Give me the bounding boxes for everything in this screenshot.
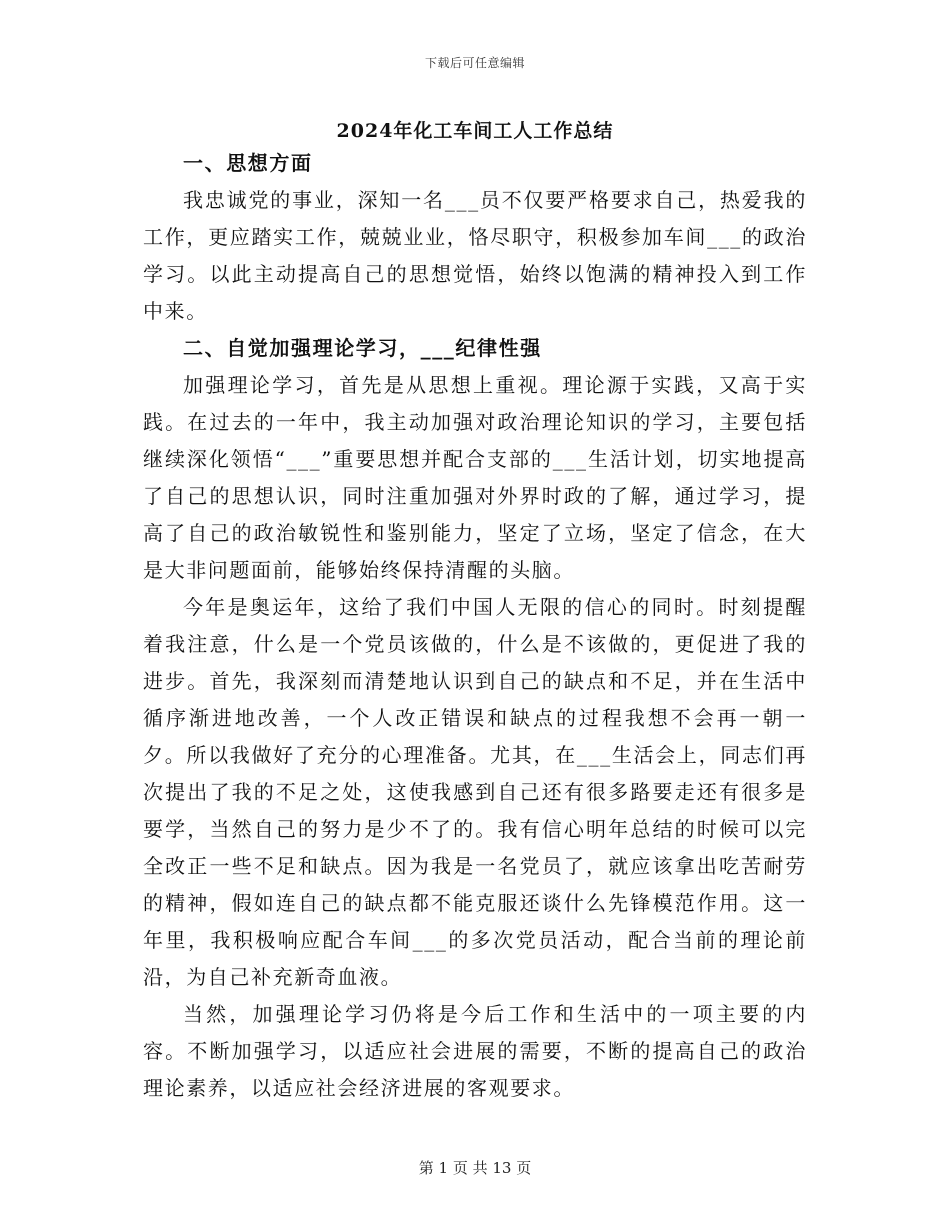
header-note: 下载后可任意编辑 [424, 56, 525, 70]
document-title: 2024年化工车间工人工作总结 [336, 120, 614, 142]
section-thought [143, 145, 807, 330]
paragraph: 当然，加强理论学习仍将是今后工作和生活中的一项主要的内容。不断加强学习，以适应社会进展的需要，不断的提高自己的政治理论素养，以适应社会经济进展的客观要求。 [143, 1002, 807, 1100]
page-number: 第 1 页 共 13 页 [418, 1159, 532, 1177]
section-heading: 二、自觉加强理论学习，___纪律性强 [183, 336, 542, 360]
section-theory-study [143, 330, 807, 1107]
paragraph: 今年是奥运年，这给了我们中国人无限的信心的同时。时刻提醒着我注意，什么是一个党员该做的，什么是不该做的，更促进了我的进步。首先，我深刻而清楚地认识到自己的缺点和不足，并在生活中循序渐进地改善，一个人改正错误和缺点的过程我想不会再一朝一夕。所以我做好了充分的心理准备。尤其，在___生活会上，同志们再次提出了我的不足之处，这使我感到自己还有很多路要走还有很多是要学，当然自己的努力是少不了的。我有信心明年总结的时候可以完全改正一些不足和缺点。因为我是一名党员了，就应该拿出吃苦耐劳的精神，假如连自己的缺点都不能克服还谈什么先锋模范作用。这一年里，我积极响应配合车间___的多次党员活动，配合当前的理论前沿，为自己补充新奇血液。 [143, 595, 807, 989]
paragraph: 我忠诚党的事业，深知一名___员不仅要严格要求自己，热爱我的工作，更应踏实工作，兢兢业业，恪尽职守，积极参加车间___的政治学习。以此主动提高自己的思想觉悟，始终以饱满的精神投入到工作中来。 [143, 188, 807, 323]
paragraph: 加强理论学习，首先是从思想上重视。理论源于实践，又高于实践。在过去的一年中，我主动加强对政治理论知识的学习，主要包括继续深化领悟“___”重要思想并配合支部的___生活计划，切实地提高了自己的思想认识，同时注重加强对外界时政的了解，通过学习，提高了自己的政治敏锐性和鉴别能力，坚定了立场，坚定了信念，在大是大非问题面前，能够始终保持清醒的头脑。 [143, 373, 807, 582]
section-heading: 一、思想方面 [183, 151, 313, 175]
document-body [143, 145, 807, 1107]
